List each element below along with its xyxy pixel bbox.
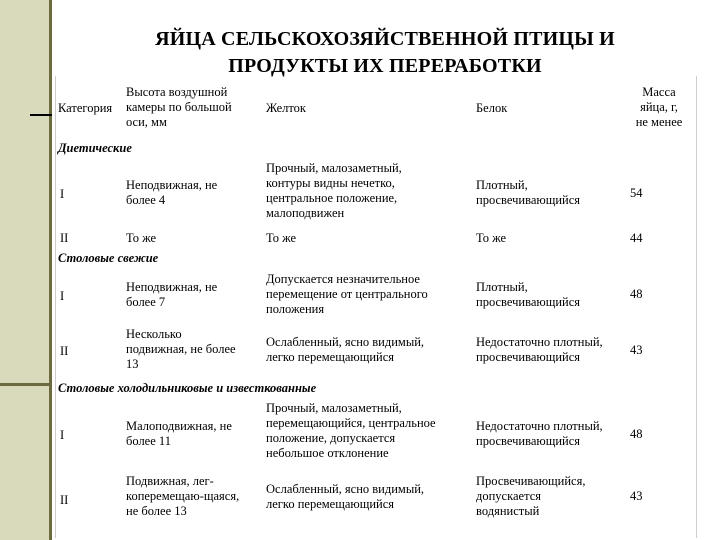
header-air-cell-line: оси, мм — [126, 115, 167, 129]
cell-air-cell — [126, 474, 239, 519]
header-mass-line: Масса — [642, 85, 676, 99]
vertical-rule — [49, 0, 52, 540]
slide-sidebar — [0, 0, 49, 540]
cell-yolk — [266, 335, 424, 365]
cell-line: Неподвижная, не — [126, 178, 218, 192]
page-title — [60, 26, 710, 80]
cell-line: Плотный, — [476, 178, 528, 192]
cell-line: небольшое отклонение — [266, 446, 389, 460]
header-air-cell — [126, 85, 232, 130]
cell-line: Недостаточно плотный, — [476, 419, 603, 433]
cell-category: I — [60, 187, 65, 201]
header-yolk: Желток — [266, 101, 306, 115]
cell-line: Недостаточно плотный, — [476, 335, 603, 349]
header-mass-line: не менее — [635, 115, 683, 129]
cell-line: более 7 — [126, 295, 166, 309]
cell-line: центральное положение, — [266, 191, 398, 205]
cell-category: I — [60, 289, 65, 303]
cell-air-cell: То же — [126, 231, 157, 245]
cell-line: просвечивающийся — [476, 193, 581, 207]
cell-line: Прочный, малозаметный, — [266, 401, 402, 415]
cell-line: Прочный, малозаметный, — [266, 161, 402, 175]
cell-mass: 48 — [630, 427, 643, 441]
cell-line: просвечивающийся — [476, 295, 581, 309]
cell-line: просвечивающийся — [476, 434, 581, 448]
cell-line: Неподвижная, не — [126, 280, 218, 294]
section-title: Столовые холодильниковые и известкованные — [58, 381, 317, 395]
cell-line: просвечивающийся — [476, 350, 581, 364]
cell-line: легко перемещающийся — [266, 350, 395, 364]
cell-line: перемещающийся, центральное — [266, 416, 436, 430]
section-title: Диетические — [58, 141, 132, 155]
cell-white — [476, 335, 603, 365]
cell-air-cell — [126, 327, 236, 372]
cell-white — [476, 419, 603, 449]
header-category: Категория — [58, 101, 113, 115]
cell-line: не более 13 — [126, 504, 187, 518]
cell-line: Ослабленный, ясно видимый, — [266, 482, 425, 496]
cell-line: коперемещаю-щаяся, — [126, 489, 240, 503]
cell-line: Несколько — [126, 327, 182, 341]
cell-air-cell — [126, 280, 217, 310]
cell-line: положения — [266, 302, 325, 316]
header-mass — [624, 85, 694, 130]
cell-line: Ослабленный, ясно видимый, — [266, 335, 425, 349]
cell-line: положение, допускается — [266, 431, 396, 445]
cell-yolk — [266, 482, 424, 512]
egg-table — [55, 76, 697, 538]
header-air-cell-line: Высота воздушной — [126, 85, 228, 99]
cell-yolk — [266, 272, 428, 317]
cell-line: 13 — [126, 357, 139, 371]
cell-mass: 43 — [630, 489, 643, 503]
cell-line: допускается — [476, 489, 541, 503]
cell-category: II — [60, 231, 69, 245]
section-title: Столовые свежие — [58, 251, 159, 265]
cell-mass: 43 — [630, 343, 643, 357]
cell-line: Плотный, — [476, 280, 528, 294]
cell-line: более 11 — [126, 434, 171, 448]
cell-line: подвижная, не более — [126, 342, 236, 356]
cell-line: Допускается незначительное — [266, 272, 420, 286]
cell-yolk: То же — [266, 231, 297, 245]
header-dash — [30, 114, 52, 116]
cell-air-cell — [126, 419, 232, 449]
cell-white — [476, 280, 580, 310]
cell-line: Малоподвижная, не — [126, 419, 232, 433]
cell-mass: 54 — [630, 186, 643, 200]
cell-line: малоподвижен — [266, 206, 345, 220]
header-mass-line: яйца, г, — [640, 100, 678, 114]
cell-line: Просвечивающийся, — [476, 474, 586, 488]
header-air-cell-line: камеры по большой — [126, 100, 232, 114]
cell-category: II — [60, 344, 69, 358]
cell-category: II — [60, 493, 69, 507]
title-line-2: ПРОДУКТЫ ИХ ПЕРЕРАБОТКИ — [228, 55, 542, 77]
cell-line: легко перемещающийся — [266, 497, 395, 511]
cell-yolk — [266, 401, 436, 461]
cell-yolk — [266, 161, 402, 221]
cell-line: перемещение от центрального — [266, 287, 428, 301]
cell-line: контуры видны нечетко, — [266, 176, 395, 190]
cell-mass: 44 — [630, 231, 643, 245]
cell-mass: 48 — [630, 287, 643, 301]
cell-white — [476, 178, 580, 208]
title-line-1: ЯЙЦА СЕЛЬСКОХОЗЯЙСТВЕННОЙ ПТИЦЫ И — [155, 28, 615, 50]
cell-category: I — [60, 428, 65, 442]
header-white: Белок — [476, 101, 508, 115]
cell-air-cell — [126, 178, 217, 208]
cell-line: водянистый — [476, 504, 540, 518]
cell-line: Подвижная, лег- — [126, 474, 214, 488]
cell-line: более 4 — [126, 193, 166, 207]
cell-white: То же — [476, 231, 507, 245]
sidebar-divider — [0, 383, 49, 386]
cell-white — [476, 474, 585, 519]
